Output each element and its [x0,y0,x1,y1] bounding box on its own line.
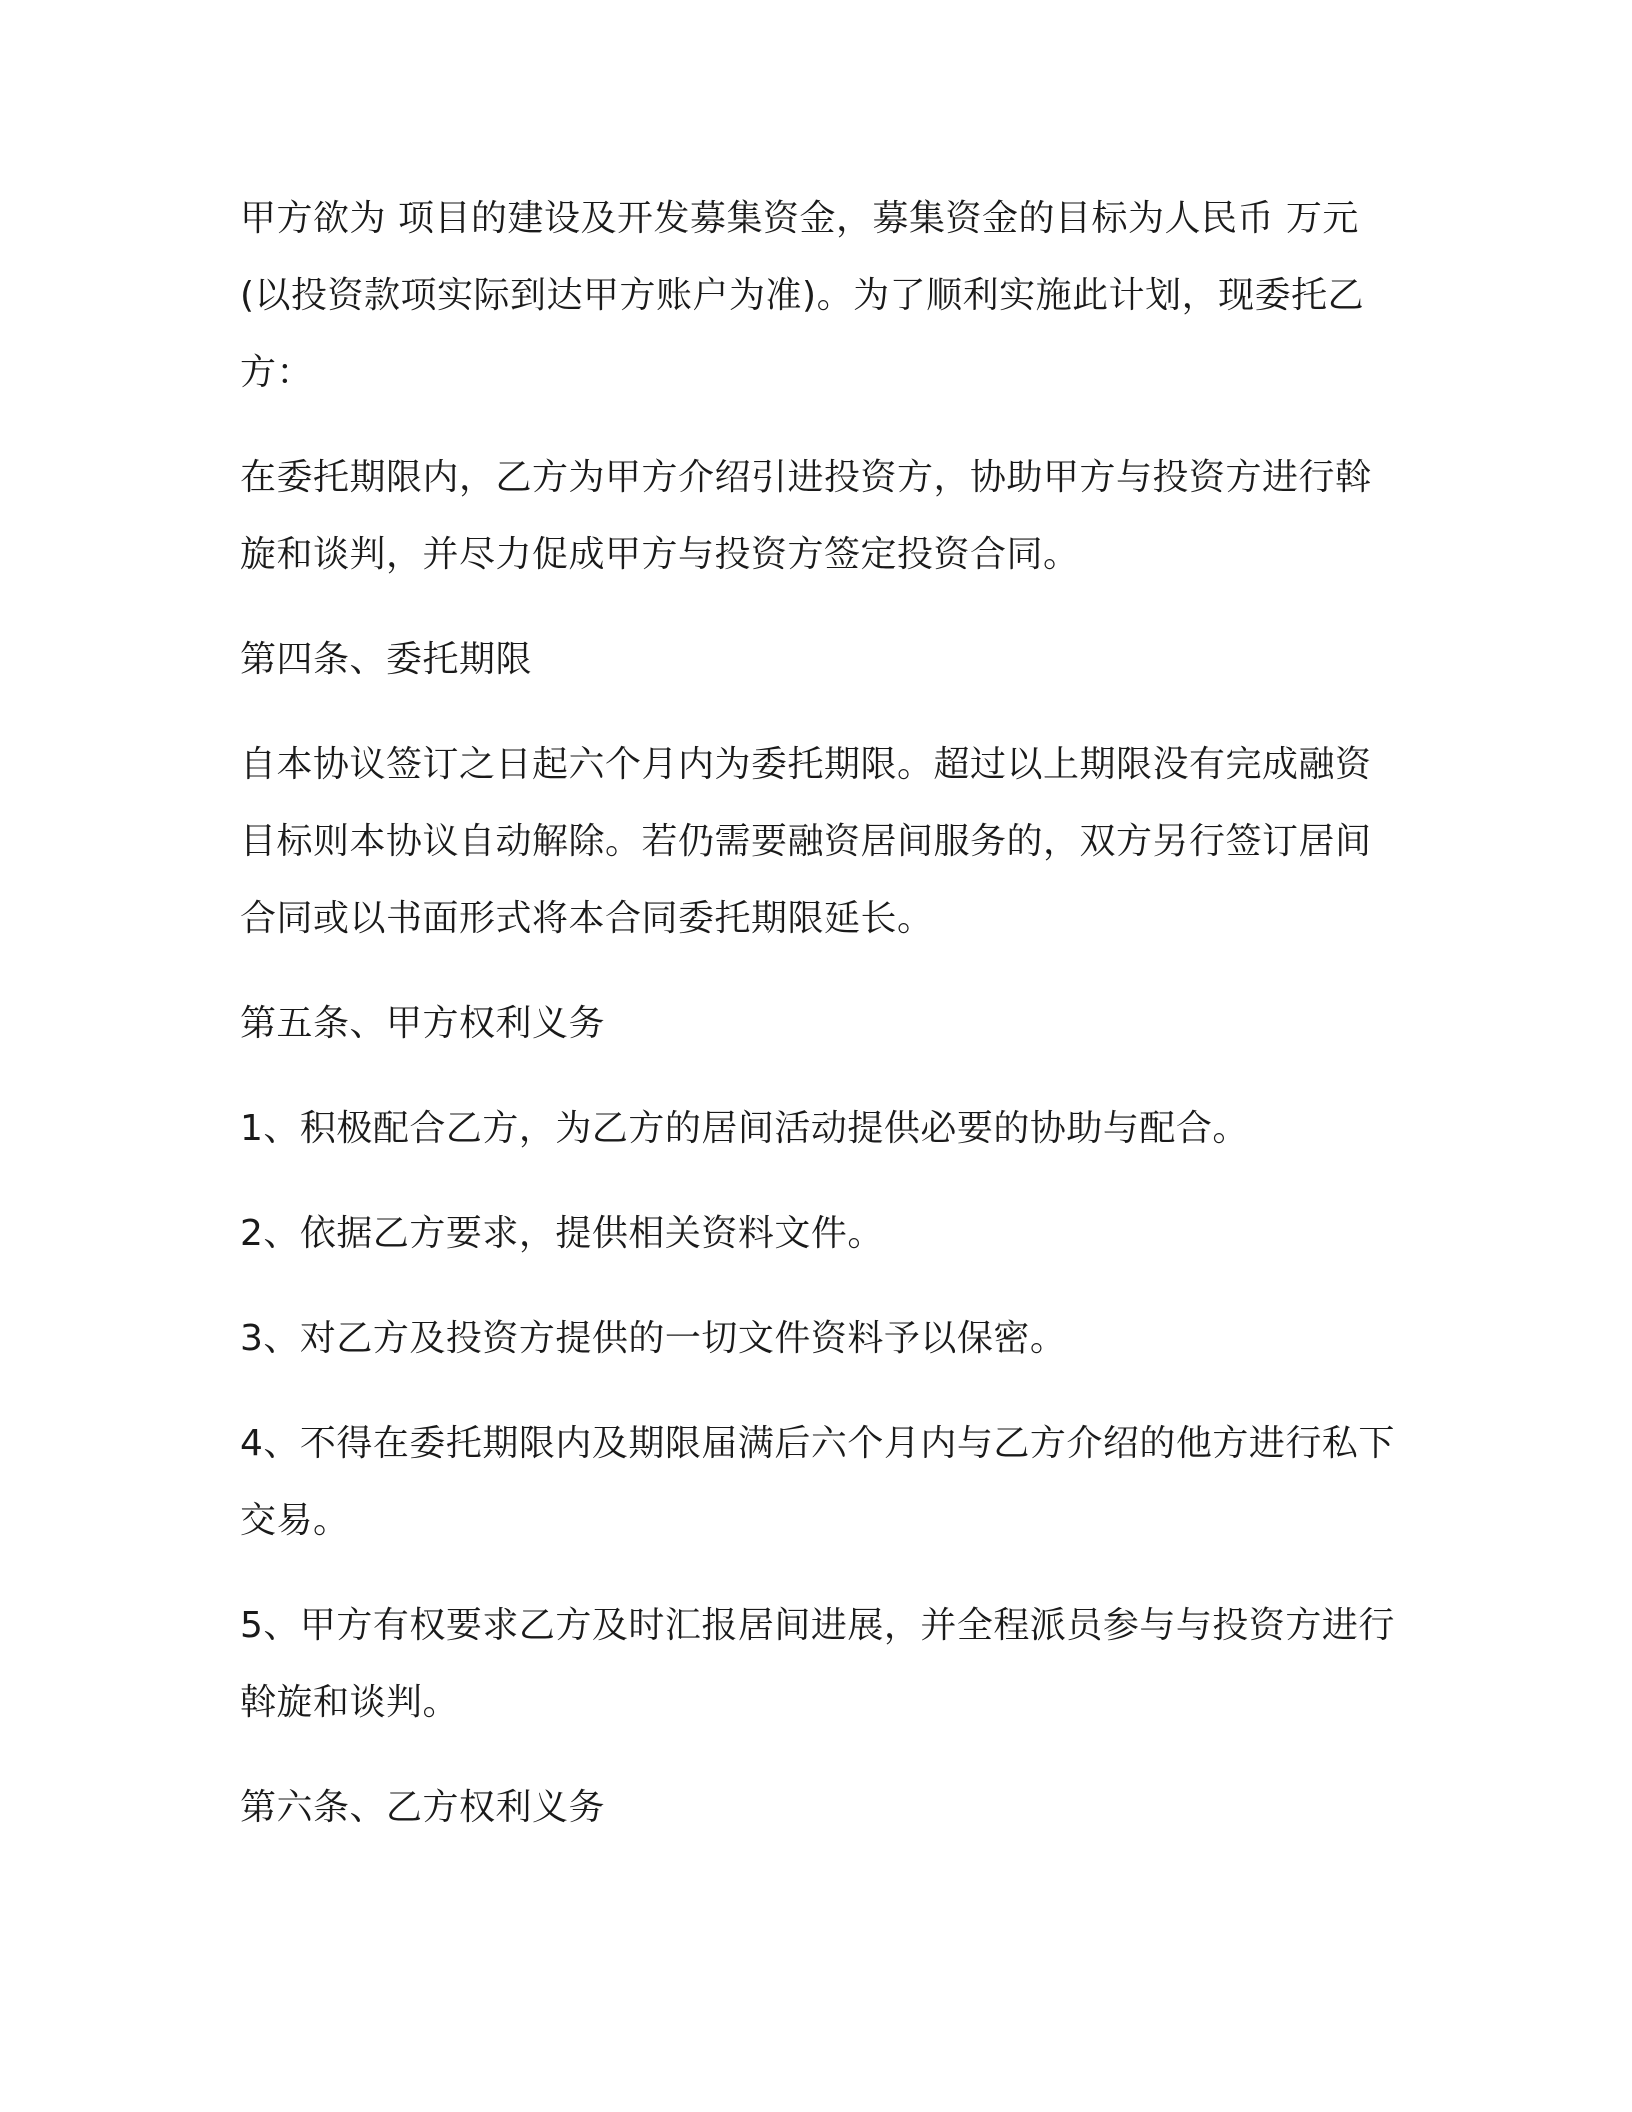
paragraph-commission-purpose: 甲方欲为 项目的建设及开发募集资金，募集资金的目标为人民币 万元(以投资款项实际到达甲方账户为准)。为了顺利实施此计划，现委托乙方： [240,198,1365,393]
section-heading-article-4: 第四条、委托期限 [240,639,533,680]
list-item-party-a-1: 1、积极配合乙方，为乙方的居间活动提供必要的协助与配合。 [240,1108,1249,1149]
document-page [240,180,1400,1874]
list-item-party-a-4: 4、不得在委托期限内及期限届满后六个月内与乙方介绍的他方进行私下交易。 [240,1423,1395,1541]
list-item-party-a-5: 5、甲方有权要求乙方及时汇报居间进展，并全程派员参与与投资方进行斡旋和谈判。 [240,1605,1395,1723]
section-heading-article-6: 第六条、乙方权利义务 [240,1787,606,1828]
list-item-party-a-3: 3、对乙方及投资方提供的一切文件资料予以保密。 [240,1318,1067,1359]
paragraph-commission-scope: 在委托期限内，乙方为甲方介绍引进投资方，协助甲方与投资方进行斡旋和谈判，并尽力促成甲方与投资方签定投资合同。 [240,457,1372,575]
paragraph-commission-term: 自本协议签订之日起六个月内为委托期限。超过以上期限没有完成融资目标则本协议自动解除。若仍需要融资居间服务的，双方另行签订居间合同或以书面形式将本合同委托期限延长。 [240,744,1372,939]
section-heading-article-5: 第五条、甲方权利义务 [240,1003,606,1044]
list-item-party-a-2: 2、依据乙方要求，提供相关资料文件。 [240,1213,884,1254]
